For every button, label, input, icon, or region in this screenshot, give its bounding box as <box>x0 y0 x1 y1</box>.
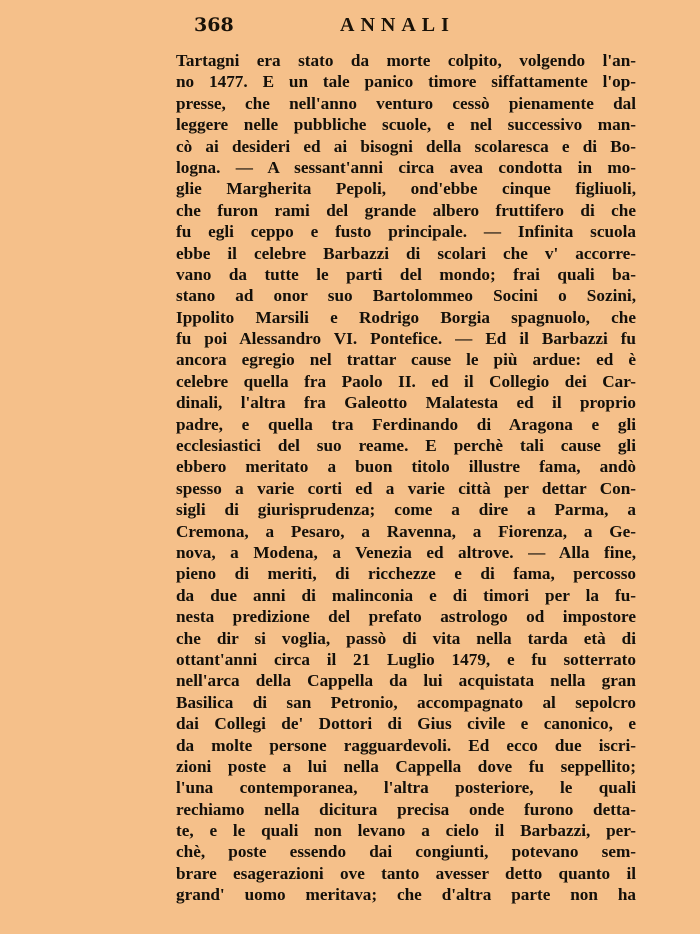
text-line: da due anni di malinconia e di timori per la fu- <box>176 585 636 605</box>
text-line: che furon rami del grande albero fruttifero di che <box>176 200 636 220</box>
text-line: sigli di giurisprudenza; come a dire a Parma, a <box>176 500 636 520</box>
text-line: l'una contemporanea, l'altra posteriore, le quali <box>176 778 636 798</box>
text-line: glie Margherita Pepoli, ond'ebbe cinque figliuoli, <box>176 179 636 199</box>
text-line: Cremona, a Pesaro, a Ravenna, a Fiorenza, a Ge- <box>176 521 636 541</box>
text-line: ecclesiastici del suo reame. E perchè tali cause gli <box>176 436 636 456</box>
text-line: grand' uomo meritava; che d'altra parte non ha <box>176 885 636 905</box>
text-line: che dir si voglia, passò di vita nella tarda età di <box>176 628 636 648</box>
text-line: nova, a Modena, a Venezia ed altrove. — Alla fine, <box>176 542 636 562</box>
text-line: cò ai desideri ed ai bisogni della scolaresca e di Bo- <box>176 136 636 156</box>
text-line: leggere nelle pubbliche scuole, e nel successivo man- <box>176 115 636 135</box>
text-line: fu egli ceppo e fusto principale. — Infinita scuola <box>176 222 636 242</box>
text-line: brare esagerazioni ove tanto avesser detto quanto il <box>176 863 636 883</box>
text-line: ottant'anni circa il 21 Luglio 1479, e fu sotterrato <box>176 649 636 669</box>
text-line: no 1477. E un tale panico timore siffattamente l'op- <box>176 72 636 92</box>
text-line: spesso a varie corti ed a varie città per dettar Con- <box>176 478 636 498</box>
text-line: ancora egregio nel trattar cause le più ardue: ed è <box>176 350 636 370</box>
text-line: stano ad onor suo Bartolommeo Socini o Sozini, <box>176 286 636 306</box>
text-line: logna. — A sessant'anni circa avea condotta in mo- <box>176 157 636 177</box>
text-line: fu poi Alessandro VI. Pontefice. — Ed il Barbazzi fu <box>176 329 636 349</box>
text-line: da molte persone ragguardevoli. Ed ecco due iscri- <box>176 735 636 755</box>
text-line: dai Collegi de' Dottori di Gius civile e canonico, e <box>176 714 636 734</box>
text-line: chè, poste essendo dai congiunti, potevano sem- <box>176 842 636 862</box>
text-line: Tartagni era stato da morte colpito, volgendo l'an- <box>176 51 636 70</box>
text-line: celebre quella fra Paolo II. ed il Collegio dei Car- <box>176 371 636 391</box>
text-line: ebbero meritato a buon titolo illustre fama, andò <box>176 457 636 477</box>
text-line: zioni poste a lui nella Cappella dove fu seppellito; <box>176 756 636 776</box>
text-line: rechiamo nella dicitura precisa onde furono detta- <box>176 799 636 819</box>
body-text <box>176 50 636 906</box>
running-title: ANNALI <box>340 14 455 36</box>
text-line: nesta predizione del prefato astrologo od impostore <box>176 607 636 627</box>
page-number: 368 <box>194 14 234 36</box>
text-line: ebbe il celebre Barbazzi di scolari che v' accorre- <box>176 243 636 263</box>
text-line: Ippolito Marsili e Rodrigo Borgia spagnuolo, che <box>176 307 636 327</box>
text-line: Basilica di san Petronio, accompagnato al sepolcro <box>176 692 636 712</box>
text-line: dinali, l'altra fra Galeotto Malatesta ed il proprio <box>176 393 636 413</box>
text-line: presse, che nell'anno venturo cessò pienamente dal <box>176 93 636 113</box>
text-line: padre, e quella tra Ferdinando di Aragona e gli <box>176 414 636 434</box>
text-line: pieno di meriti, di ricchezze e di fama, percosso <box>176 564 636 584</box>
text-line: te, e le quali non levano a cielo il Barbazzi, per- <box>176 821 636 841</box>
text-line: vano da tutte le parti del mondo; frai quali ba- <box>176 264 636 284</box>
text-line: nell'arca della Cappella da lui acquistata nella gran <box>176 671 636 691</box>
